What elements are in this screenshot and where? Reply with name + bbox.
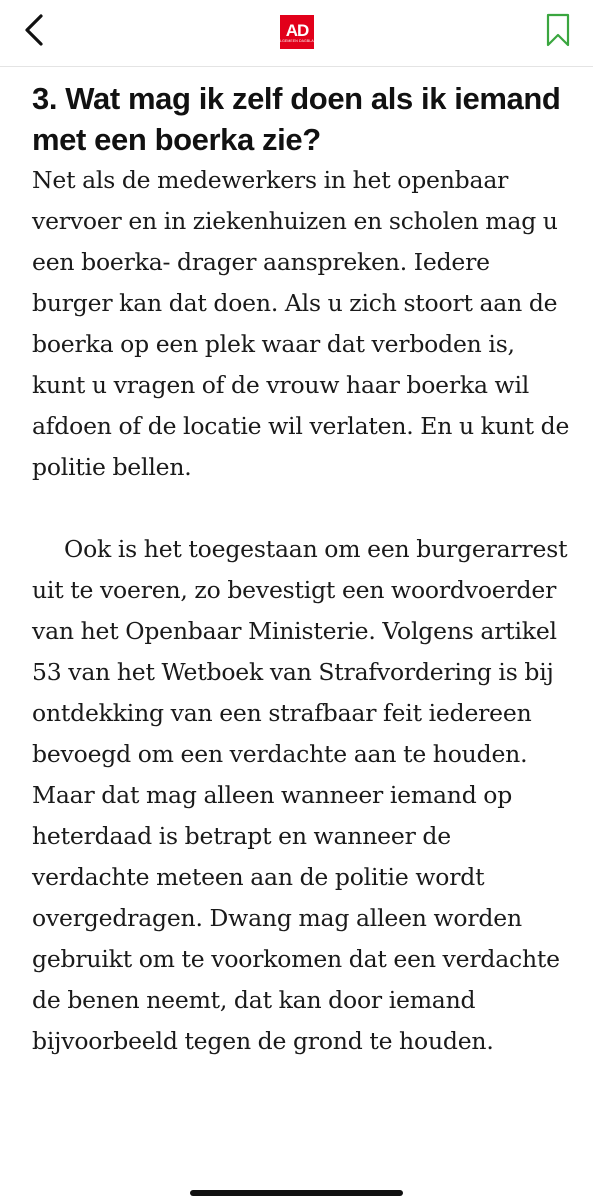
bookmark-button[interactable] (536, 10, 580, 54)
article-body (32, 78, 572, 1062)
bookmark-icon (545, 13, 571, 51)
back-button[interactable] (14, 10, 54, 54)
article-heading: 3. Wat mag ik zelf doen als ik iemand met een boerka zie? (32, 81, 561, 157)
chevron-left-icon (22, 13, 46, 51)
logo-text: AD (285, 20, 309, 40)
home-indicator[interactable] (190, 1190, 403, 1196)
ad-logo (277, 15, 317, 49)
top-navigation-bar (0, 0, 593, 67)
logo-subtext: ALGEMEEN DAGBLAD (277, 38, 317, 43)
article-paragraph: Net als de medewerkers in het openbaar vervoer en in ziekenhuizen en scholen mag u een boerka- drager aanspreken. Iedere burger kan dat doen. Als u zich stoort aan de boerka op een plek waar dat verboden is, kunt u vragen of de vrouw haar boerka wil afdoen of de locatie wil verlaten. En u kunt de politie bellen. (32, 166, 570, 481)
article-paragraph: Ook is het toegestaan om een burgerarrest uit te voeren, zo bevestigt een woordvoerder van het Openbaar Ministerie. Volgens artikel 53 van het Wetboek van Strafvordering is bij ontdekking van een strafbaar feit iedereen bevoegd om een verdachte aan te houden. Maar dat mag alleen wanneer iemand op heterdaad is betrapt en wanneer de verdachte meteen aan de politie wordt overgedragen. Dwang mag alleen worden gebruikt om te voorkomen dat een verdachte de benen neemt, dat kan door iemand bijvoorbeeld tegen de grond te houden. (32, 535, 568, 1055)
